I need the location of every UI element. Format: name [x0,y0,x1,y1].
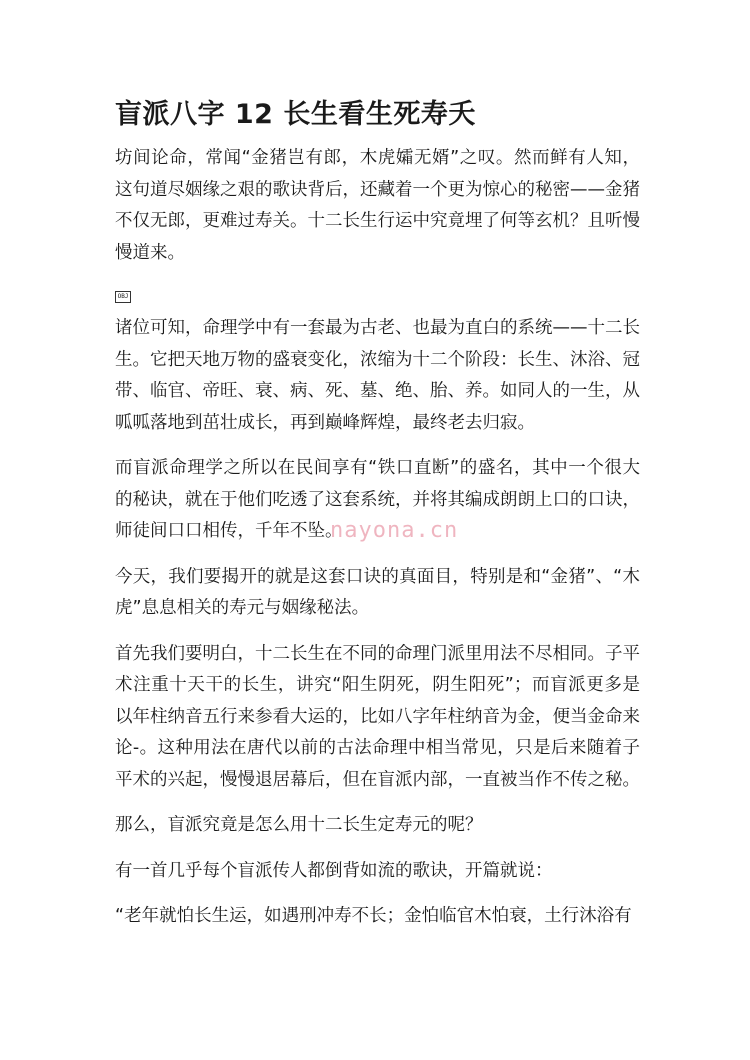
paragraph-7: 有一首几乎每个盲派传人都倒背如流的歌诀，开篇就说： [115,860,553,881]
paragraph-8: “老年就怕长生运，如遇刑冲寿不长；金怕临官木怕衰，土行沐浴有 [115,906,632,926]
paragraph-5: 首先我们要明白，十二长生在不同的命理门派里用法不尽相同。子平术注重十天干的长生，讲究“阳生阴死，阴生阳死”；而盲派更多是以年柱纳音五行来参看大运的，比如八字年柱纳音为金，便当金命来论-。这种用法在唐代以前的古法命理中相当常见，只是后来随着子平术的兴起，慢慢退居幕后，但在盲派内部，一直被当作不传之秘。 [115,643,640,790]
obj-icon: OBJ [115,291,131,303]
object-placeholder-icon [115,283,640,313]
article-title: 盲派八字 12 长生看生死寿夭 [115,99,476,130]
paragraph-4: 今天，我们要揭开的就是这套口诀的真面目，特别是和“金猪”、“木虎”息息相关的寿元与姻缘秘法。 [115,566,640,618]
paragraph-1: 坊间论命，常闻“金猪岂有郎，木虎孀无婿”之叹。然而鲜有人知，这句道尽姻缘之艰的歌诀背后，还藏着一个更为惊心的秘密——金猪不仅无郎，更难过寿关。十二长生行运中究竟埋了何等玄机？且听慢慢道来。 [115,148,640,263]
watermark: nayona.cn [330,518,459,543]
paragraph-6: 那么，盲派究竟是怎么用十二长生定寿元的呢？ [115,815,483,835]
paragraph-3: 而盲派命理学之所以在民间享有“铁口直断”的盛名，其中一个很大的秘诀，就在于他们吃透了这套系统，并将其编成朗朗上口的口诀，师徒间口口相传，千年不坠。 [115,458,640,541]
paragraph-2: 诸位可知，命理学中有一套最为古老、也最为直白的系统——十二长生。它把天地万物的盛衰变化，浓缩为十二个阶段：长生、沐浴、冠带、临官、帝旺、衰、病、死、墓、绝、胎、养。如同人的一生，从呱呱落地到茁壮成长，再到巅峰辉煌，最终老去归寂。 [115,318,640,433]
